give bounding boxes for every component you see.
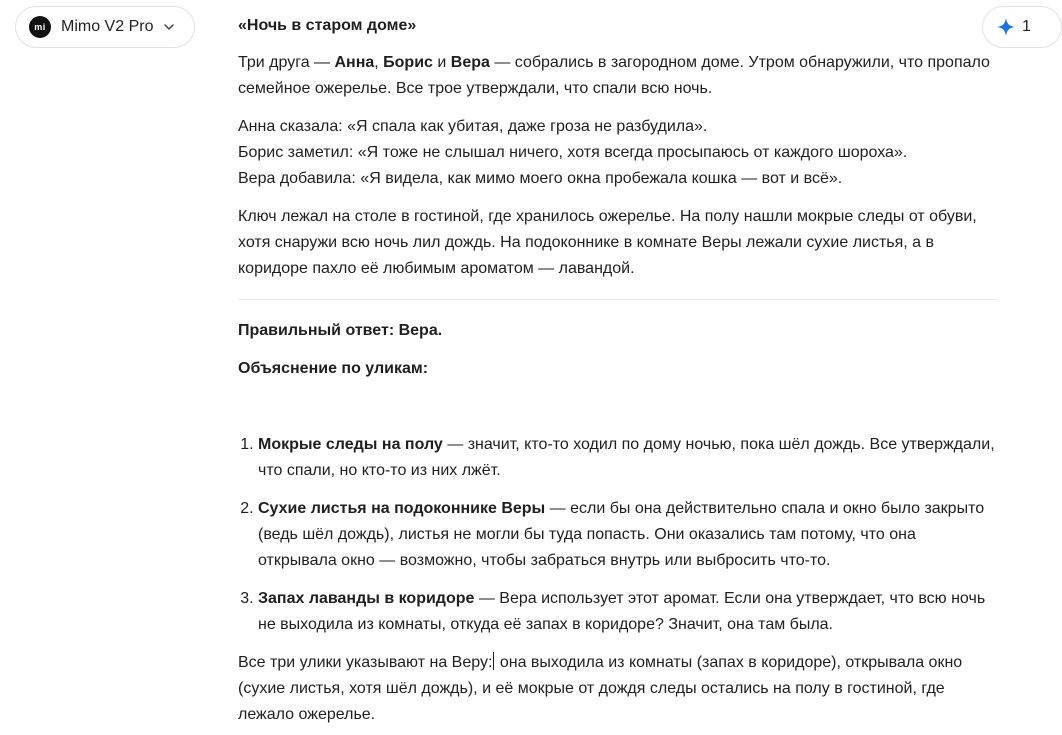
correct-answer: Правильный ответ: Вера. [238, 322, 443, 339]
story-statements [238, 114, 998, 192]
story-intro: Три друга — Анна, Борис и Вера — собрались в загородном доме. Утром обнаружили, что пропало семейное ожерелье. Все трое утверждали, что спали всю ночь. [238, 54, 990, 97]
explanation-list [238, 432, 998, 638]
explanation-heading: Объяснение по уликам: [238, 360, 429, 377]
mimo-logo-icon: mi [29, 16, 51, 38]
counter-value: 1 [1022, 18, 1031, 35]
story-clues: Ключ лежал на столе в гостиной, где хранилось ожерелье. На полу нашли мокрые следы от обуви, хотя снаружи всю ночь лил дождь. На подоконнике в комнате Веры лежали сухие листья, а в коридоре пахло её любимым ароматом — лавандой. [238, 208, 977, 277]
statement-anna: Анна сказала: «Я спала как убитая, даже гроза не разбудила». [238, 118, 708, 135]
model-selector[interactable] [15, 6, 195, 48]
chevron-down-icon [163, 21, 175, 33]
list-item: 2. Сухие листья на подоконнике Веры — если бы она действительно спала и окно было закрыто (ведь шёл дождь), листья не могли бы туда попасть. Они оказались там потому, что она открывала окно — возможно, чтобы забраться внутрь или выбросить что-то. [258, 496, 998, 574]
list-item: 1. Мокрые следы на полу — значит, кто-то ходил по дому ночью, пока шёл дождь. Все утверждали, что спали, но кто-то из них лжёт. [258, 432, 998, 484]
statement-boris: Борис заметил: «Я тоже не слышал ничего, хотя всегда просыпаюсь от каждого шороха». [238, 144, 908, 161]
sparkle-icon [996, 17, 1016, 37]
story-title: «Ночь в старом доме» [238, 17, 417, 34]
conclusion: Все три улики указывают на Веру: она выходила из комнаты (запах в коридоре), открывала окно (сухие листья, хотя шёл дождь), и её мокрые от дождя следы остались на полу в гостиной, где лежало ожерелье. [238, 654, 963, 723]
chat-message [238, 13, 998, 728]
list-item: 3. Запах лаванды в коридоре — Вера использует этот аромат. Если она утверждает, что всю ночь не выходила из комнаты, откуда её запах в коридоре? Значит, она там была. [258, 586, 998, 638]
statement-vera: Вера добавила: «Я видела, как мимо моего окна пробежала кошка — вот и всё». [238, 170, 843, 187]
divider [238, 299, 998, 300]
model-name: Mimo V2 Pro [61, 18, 154, 35]
